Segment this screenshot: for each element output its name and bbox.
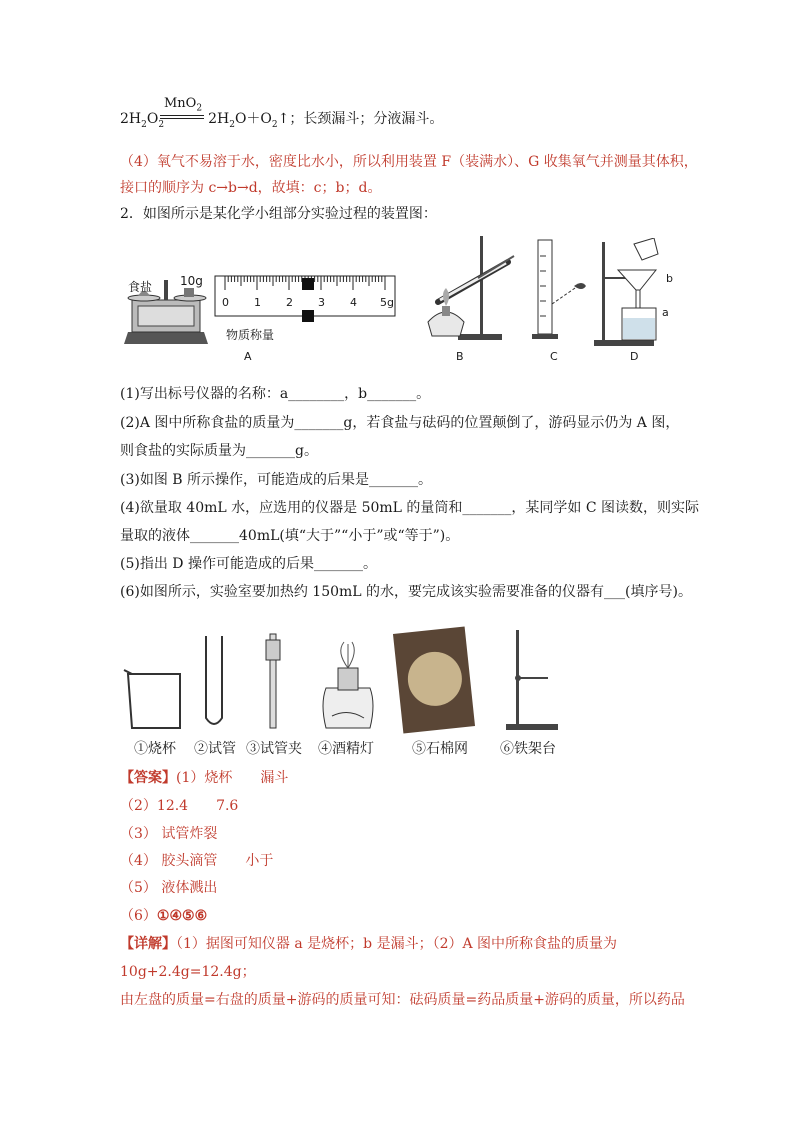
scale-tick-0: 0 [222,296,229,309]
answer-4-line2: 接口的顺序为 c→b→d，故填：c；b；d。 [120,180,382,196]
answer-5: （5） 液体溅出 [120,880,218,896]
answer-4-line1: （4）氧气不易溶于水，密度比水小，所以利用装置 F（装满水）、G 收集氧气并测量其体积， [120,154,698,170]
figure-b-heating [418,232,528,347]
question-4-cont: 量取的液体_______40mL(填“大于”“小于”或“等于”)。 [120,528,460,544]
scale-tick-5: 5g [380,296,394,309]
question-2-cont: 则食盐的实际质量为_______g。 [120,443,318,459]
question-5: (5)指出 D 操作可能造成的后果_______。 [120,556,377,572]
reaction-equation [120,96,760,136]
figure-c-cylinder [528,236,598,346]
answer-6: （6）①④⑤⑥ [120,908,208,924]
salt-label: 食盐 [128,280,153,294]
question-3: (3)如图 B 所示操作，可能造成的后果是_______。 [120,472,433,488]
detail-tag: 【详解】 [120,936,176,952]
instrument-label-tube-clamp: ③试管夹 [246,741,302,757]
instrument-images [120,628,560,732]
iron-stand-image [504,630,564,734]
label-b: b [666,272,673,285]
detail-line-2: 10g+2.4g=12.4g； [120,964,256,980]
question-1: (1)写出标号仪器的名称：a________，b_______。 [120,386,431,402]
scale-tick-3: 3 [318,296,325,309]
asbestos-gauze-image [393,627,475,734]
figure-a-caption: 物质称量 [226,328,275,342]
catalyst-label: MnO$_2$ [164,96,203,114]
scale-tick-1: 1 [254,296,261,309]
weight-label: 10g [180,274,203,288]
instrument-label-beaker: ①烧杯 [134,741,176,757]
equation-text: $2H_2O_2$ $2H_2O+O_2↑$；长颈漏斗；分液漏斗。 [120,111,444,130]
rider-bottom [302,310,314,322]
label-a: a [662,306,669,319]
instrument-label-test-tube: ②试管 [194,741,236,757]
question-4: (4)欲量取 40mL 水，应选用的仪器是 50mL 的量筒和_______，某同学如 C 图读数，则实际 [120,500,700,516]
question-6: (6)如图所示，实验室要加热约 150mL 的水，要完成该实验需要准备的仪器有___(填序号)。 [120,584,692,600]
detail-line-3: 由左盘的质量=右盘的质量+游码的质量可知：砝码质量=药品质量+游码的质量，所以药品 [120,992,685,1008]
detail-line-1: 【详解】（1）据图可知仪器 a 是烧杯；b 是漏斗；（2）A 图中所称食盐的质量为 [120,936,618,952]
figure-c-letter: C [550,350,558,363]
figure-d-filtration [594,238,684,348]
answer-4: （4） 胶头滴管 小于 [120,853,274,869]
figure-d-letter: D [630,350,639,363]
instrument-label-iron-stand: ⑥铁架台 [500,741,556,757]
instrument-label-asbestos-gauze: ⑤石棉网 [412,741,468,757]
rider-top [302,278,314,290]
instrument-label-alcohol-lamp: ④酒精灯 [318,741,374,757]
answer-1: 【答案】(1）烧杯 漏斗 [120,770,289,786]
answer-3: （3） 试管炸裂 [120,826,218,842]
figure-a-letter: A [244,350,252,363]
scale-tick-2: 2 [286,296,293,309]
question-2-title: 2．如图所示是某化学小组部分实验过程的装置图： [120,206,437,222]
figure-b-letter: B [456,350,464,363]
question-2: (2)A 图中所称食盐的质量为_______g，若食盐与砝码的位置颠倒了，游码显示仍为 A 图， [120,415,680,431]
answer-tag: 【答案】 [120,770,176,786]
answer-2: （2）12.4 7.6 [120,798,239,814]
scale-tick-4: 4 [350,296,357,309]
